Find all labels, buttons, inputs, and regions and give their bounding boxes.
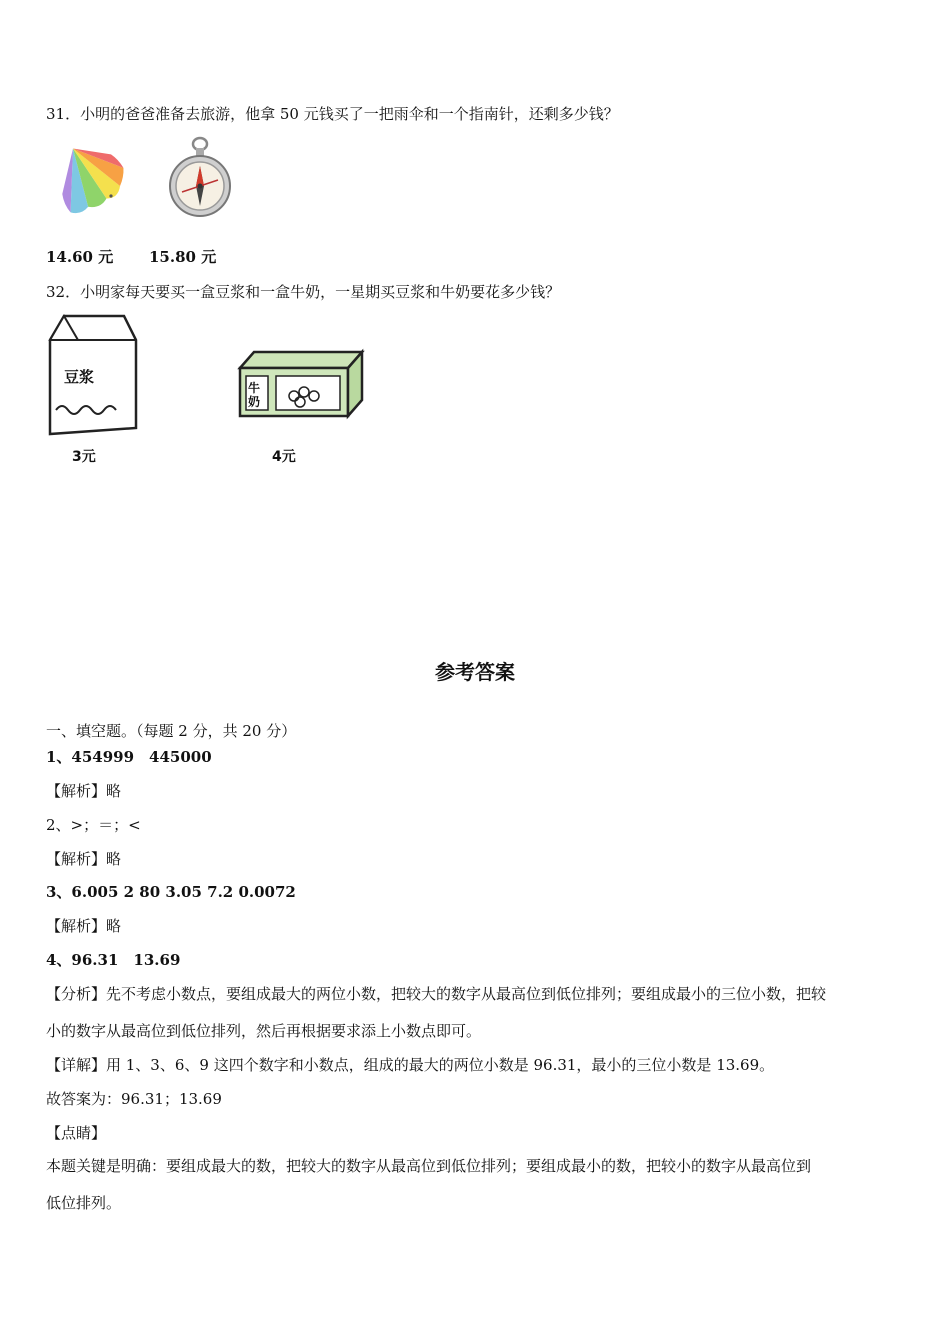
answer-3-note: 【解析】略 [46,917,122,935]
answer-1: 1、454999 445000 [46,748,212,766]
answer-4-analysis-line-2: 小的数字从最高位到低位排列，然后再根据要求添上小数点即可。 [46,1022,482,1040]
answer-2: 2、>；＝；< [46,816,141,834]
question-32-text: 32．小明家每天要买一盒豆浆和一盒牛奶，一星期买豆浆和牛奶要花多少钱？ [46,283,561,301]
answer-1-note: 【解析】略 [46,782,122,800]
milk-price: 4元 [272,449,296,465]
compass-image [168,136,232,222]
umbrella-image [50,138,130,216]
section-heading: 一、填空题。（每题 2 分，共 20 分） [46,722,297,740]
answer-3: 3、6.005 2 80 3.05 7.2 0.0072 [46,883,296,901]
soy-label: 豆浆 [64,368,95,386]
answer-4-final: 故答案为：96.31；13.69 [46,1090,222,1108]
soy-milk-price: 3元 [72,449,96,465]
answers-title: 参考答案 [435,660,515,684]
answer-4-tip-line-1: 本题关键是明确：要组成最大的数，把较大的数字从最高位到低位排列；要组成最小的数，把较小的数字从最高位到 [46,1157,812,1175]
answer-4: 4、96.31 13.69 [46,951,181,969]
answer-2-note: 【解析】略 [46,850,122,868]
milk-box-image [236,348,366,420]
compass-price: 15.80 元 [149,248,217,266]
answer-4-tip-label: 【点睛】 [46,1124,107,1142]
soy-milk-carton-image [44,310,140,438]
answer-4-tip-line-2: 低位排列。 [46,1194,122,1212]
question-31-text: 31．小明的爸爸准备去旅游，他拿 50 元钱买了一把雨伞和一个指南针，还剩多少钱？ [46,105,619,123]
milk-label-bottom: 奶 [248,395,261,409]
answer-4-analysis-line-1: 【分析】先不考虑小数点，要组成最大的两位小数，把较大的数字从最高位到低位排列；要组成最小的三位小数，把较 [46,985,827,1003]
umbrella-price: 14.60 元 [46,248,114,266]
answer-4-detail: 【详解】用 1、3、6、9 这四个数字和小数点，组成的最大的两位小数是 96.31，最小的三位小数是 13.69。 [46,1056,775,1074]
milk-label-top: 牛 [248,381,261,395]
